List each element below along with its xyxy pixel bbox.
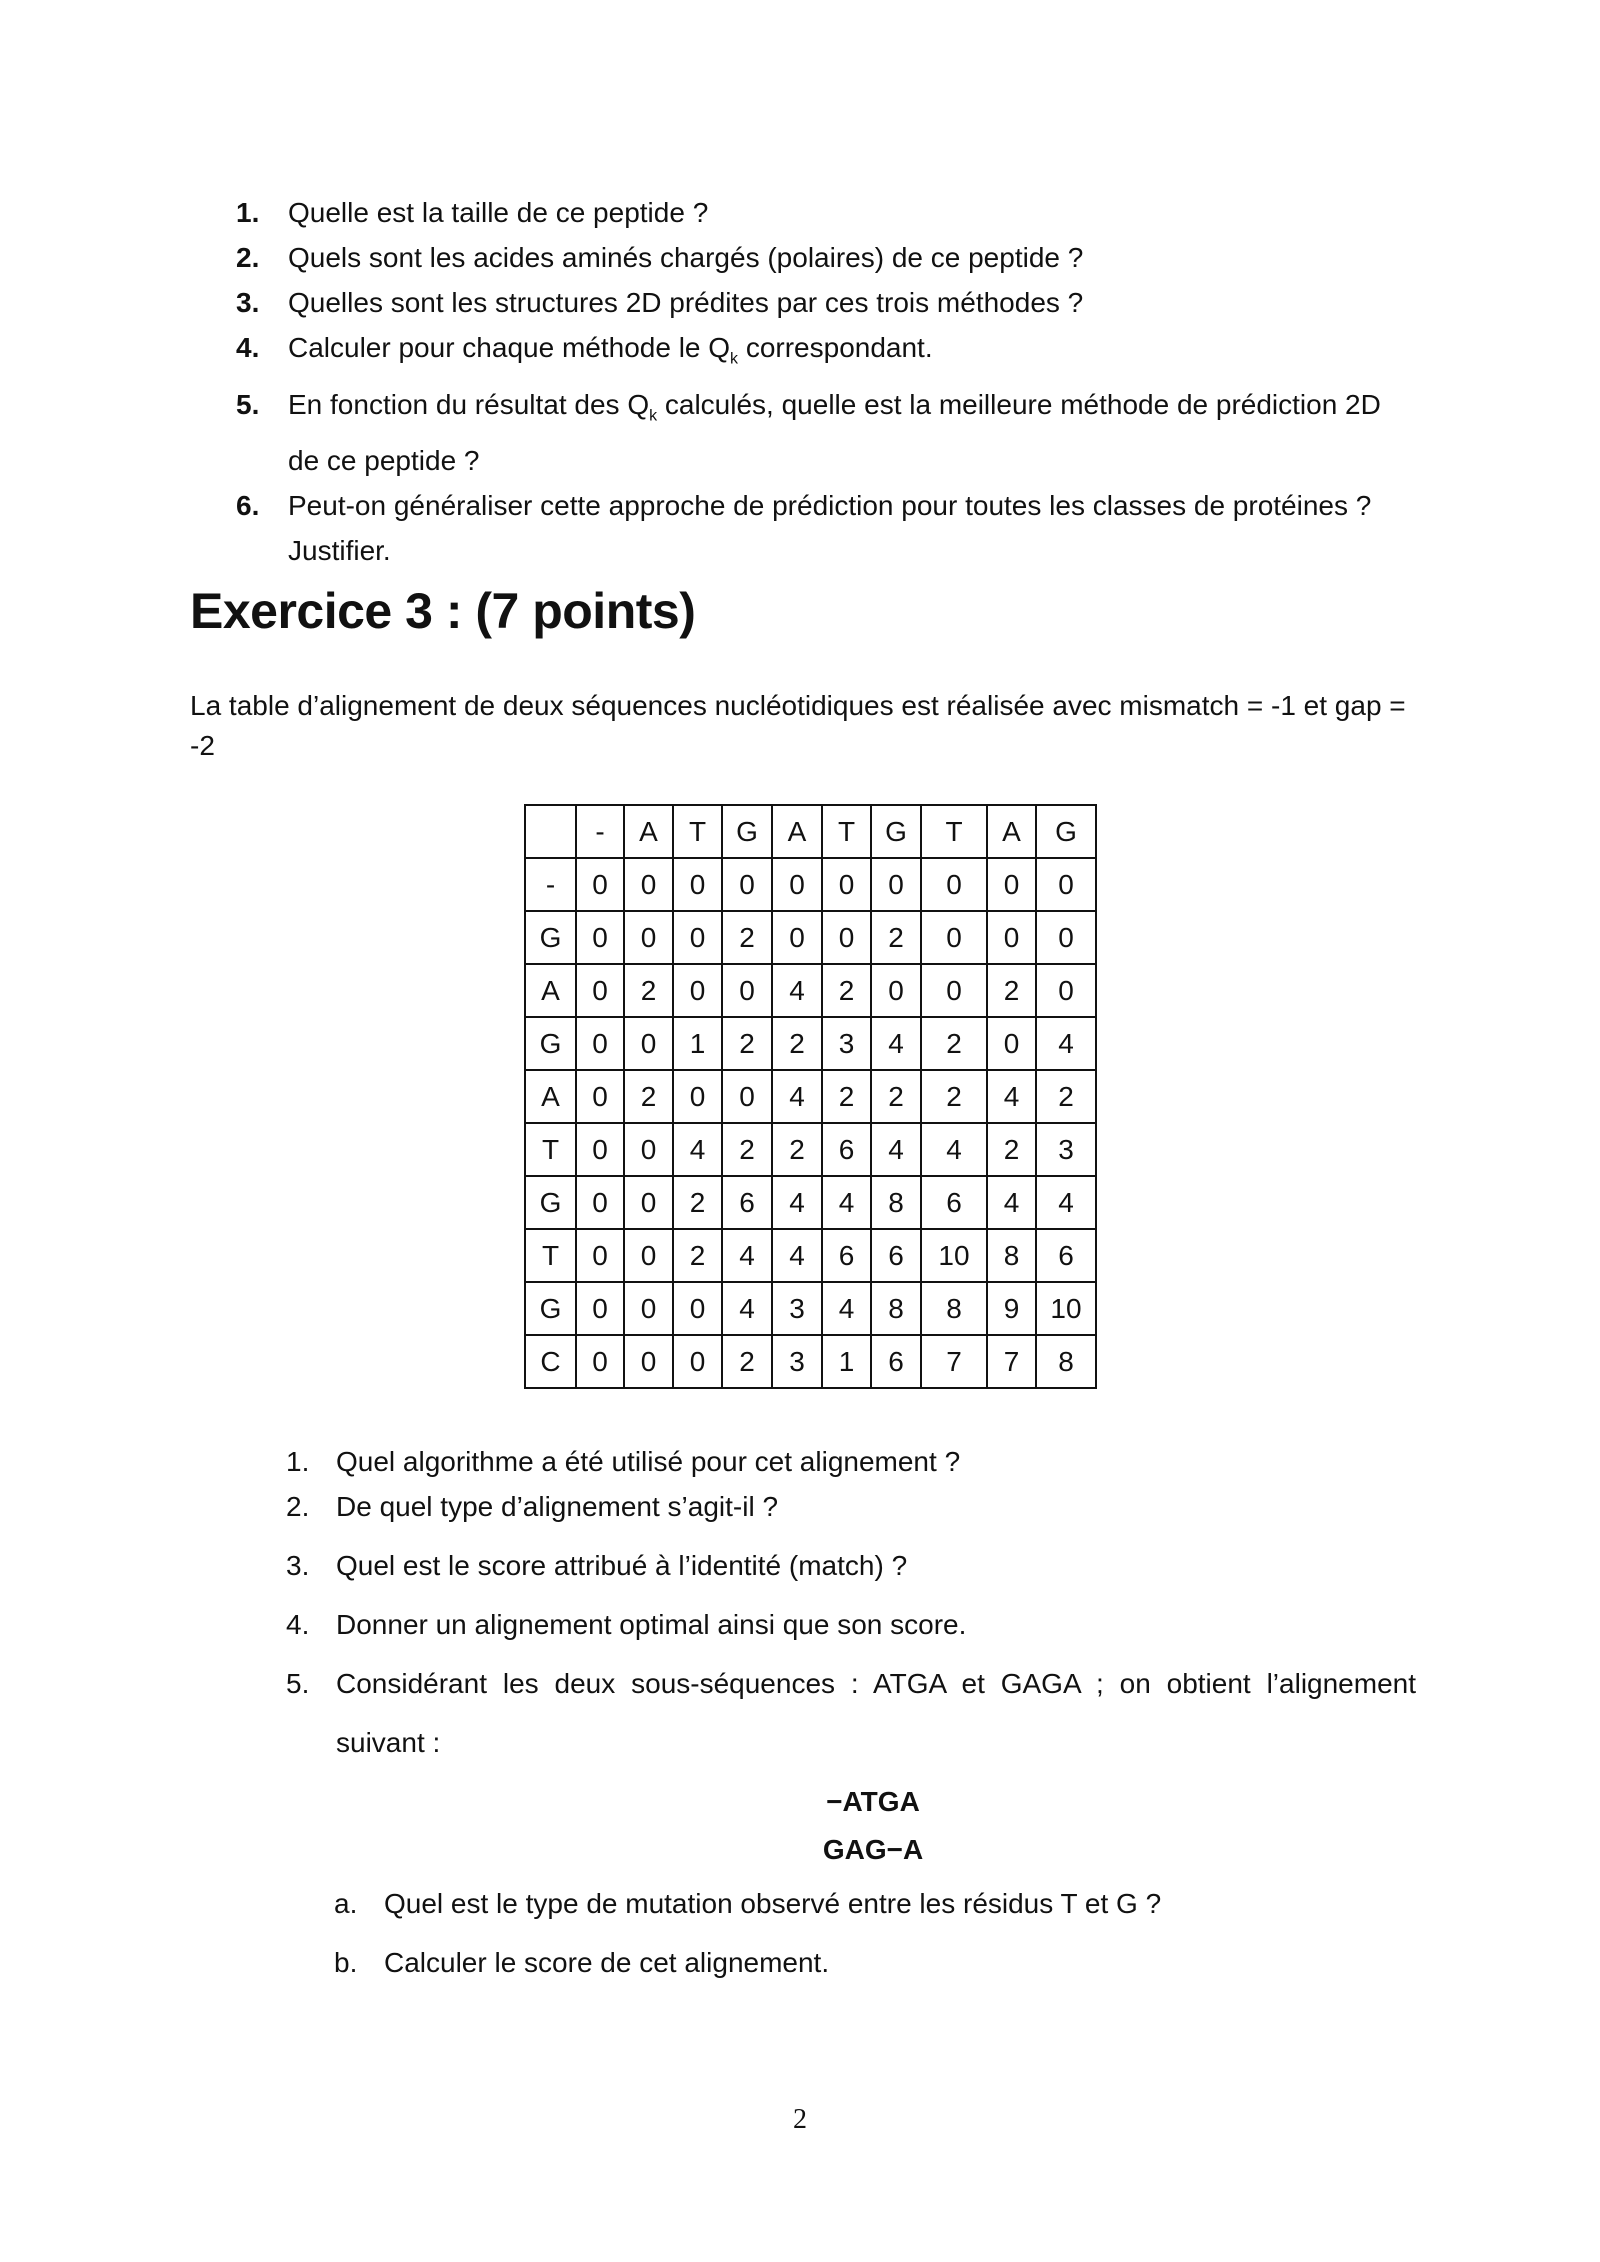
table-cell: 1 (673, 1017, 722, 1070)
header-cell: T (822, 805, 871, 858)
table-row (525, 1229, 1096, 1282)
text-fragment: En fonction du résultat des Q (288, 388, 650, 420)
table-cell: 0 (576, 964, 624, 1017)
table-cell: 2 (722, 1335, 772, 1388)
item-number: 1. (286, 1446, 310, 1477)
row-label-cell: T (525, 1123, 576, 1176)
table-cell: 4 (1036, 1017, 1096, 1070)
list-item (286, 1609, 1416, 1641)
table-cell: 4 (987, 1176, 1036, 1229)
item-text: Quelle est la taille de ce peptide ? (288, 197, 709, 228)
item-text: Quel algorithme a été utilisé pour cet alignement ? (336, 1446, 961, 1477)
table-cell: 0 (576, 1282, 624, 1335)
page-number: 2 (793, 2104, 807, 2135)
table-cell: 0 (624, 1017, 673, 1070)
row-label-cell: A (525, 1070, 576, 1123)
header-cell: G (722, 805, 772, 858)
table-cell: 0 (987, 911, 1036, 964)
text-fragment: Calculer pour chaque méthode le Q (288, 332, 731, 363)
item-text: De quel type d’alignement s’agit-il ? (336, 1491, 779, 1522)
table-cell: 8 (921, 1282, 987, 1335)
subquestion-b (334, 1947, 1414, 1979)
item-number: b. (334, 1947, 358, 1978)
row-label-cell: T (525, 1229, 576, 1282)
table-cell: 0 (624, 1229, 673, 1282)
table-cell: 0 (576, 1176, 624, 1229)
table-row (525, 858, 1096, 911)
table-cell: 10 (921, 1229, 987, 1282)
table-row (525, 1123, 1096, 1176)
table-cell: 9 (987, 1282, 1036, 1335)
alignment-text: −ATGA (826, 1786, 920, 1817)
table-cell: 0 (1036, 858, 1096, 911)
table-cell: 0 (673, 1070, 722, 1123)
row-label-cell: A (525, 964, 576, 1017)
table-cell: 2 (673, 1176, 722, 1229)
table-cell: 0 (772, 911, 822, 964)
table-cell: 2 (987, 1123, 1036, 1176)
table-cell: 2 (822, 1070, 871, 1123)
header-cell: T (921, 805, 987, 858)
table-cell: 8 (987, 1229, 1036, 1282)
item-number: 6. (236, 490, 260, 522)
table-cell: 0 (673, 911, 722, 964)
table-cell: 0 (987, 858, 1036, 911)
table-header-row (525, 805, 1096, 858)
table-cell: 6 (1036, 1229, 1096, 1282)
item-number: 1. (236, 197, 260, 228)
table-cell: 2 (871, 911, 921, 964)
table-cell: 0 (722, 1070, 772, 1123)
table-cell: 0 (722, 964, 772, 1017)
table-cell: 4 (822, 1176, 871, 1229)
table-cell: 4 (921, 1123, 987, 1176)
table-cell: 0 (624, 1176, 673, 1229)
table-cell: 3 (1036, 1123, 1096, 1176)
header-cell: T (673, 805, 722, 858)
header-cell (525, 805, 576, 858)
table-cell: 2 (871, 1070, 921, 1123)
table-cell: 8 (871, 1176, 921, 1229)
header-cell: G (1036, 805, 1096, 858)
table-row (525, 1070, 1096, 1123)
row-label-cell: C (525, 1335, 576, 1388)
list-item (286, 1550, 1416, 1582)
table-cell: 2 (772, 1017, 822, 1070)
item-text (288, 382, 1416, 484)
row-label-cell: G (525, 1176, 576, 1229)
item-text: suivant : (336, 1727, 441, 1758)
table-cell: 0 (576, 1123, 624, 1176)
item-text: Donner un alignement optimal ainsi que son score. (336, 1609, 967, 1640)
table-cell: 0 (576, 1070, 624, 1123)
table-cell: 7 (921, 1335, 987, 1388)
exercise-heading: Exercice 3 : (7 points) (190, 583, 696, 639)
item-number: 5. (286, 1668, 310, 1699)
table-cell: 4 (673, 1123, 722, 1176)
table-cell: 0 (921, 858, 987, 911)
item-text: Peut-on généraliser cette approche de prédiction pour toutes les classes de protéines ? Justifier. (288, 490, 1372, 567)
row-label-cell: G (525, 1017, 576, 1070)
list-item-continuation (286, 1727, 1416, 1759)
table-cell: 4 (871, 1017, 921, 1070)
item-number: 2. (236, 242, 260, 273)
item-text: Calculer le score de cet alignement. (384, 1947, 830, 1978)
table-cell: 4 (772, 1176, 822, 1229)
table-cell: 6 (921, 1176, 987, 1229)
table-cell: 0 (921, 911, 987, 964)
item-text (288, 325, 1416, 382)
table-cell: 4 (772, 1229, 822, 1282)
table-cell: 6 (822, 1229, 871, 1282)
item-number: 4. (236, 332, 260, 363)
table-cell: 8 (871, 1282, 921, 1335)
table-cell: 2 (921, 1070, 987, 1123)
alignment-text: GAG−A (822, 1834, 924, 1865)
list-item (286, 1491, 1416, 1523)
header-cell: - (576, 805, 624, 858)
table-cell: 0 (576, 1017, 624, 1070)
table-cell: 0 (576, 1229, 624, 1282)
table-cell: 2 (772, 1123, 822, 1176)
table-cell: 0 (822, 911, 871, 964)
table-cell: 2 (624, 964, 673, 1017)
alignment-line-2 (0, 1834, 1600, 1866)
item-number: 2. (286, 1491, 310, 1522)
alignment-table (524, 804, 1097, 1389)
header-cell: G (871, 805, 921, 858)
table-cell: 4 (722, 1229, 772, 1282)
table-cell: 0 (871, 964, 921, 1017)
item-text: Quel est le type de mutation observé entre les résidus T et G ? (384, 1888, 1162, 1919)
row-label-cell: - (525, 858, 576, 911)
table-cell: 3 (822, 1017, 871, 1070)
table-cell: 4 (772, 964, 822, 1017)
table-cell: 0 (921, 964, 987, 1017)
table-cell: 4 (772, 1070, 822, 1123)
table-cell: 4 (871, 1123, 921, 1176)
table-cell: 0 (576, 858, 624, 911)
table-cell: 0 (822, 858, 871, 911)
list-item (286, 1446, 1416, 1478)
table-cell: 3 (772, 1282, 822, 1335)
table-row (525, 911, 1096, 964)
item-text: Quels sont les acides aminés chargés (polaires) de ce peptide ? (288, 242, 1084, 273)
list-item (236, 235, 1416, 280)
table-row (525, 1335, 1096, 1388)
row-label-cell: G (525, 1282, 576, 1335)
header-cell: A (772, 805, 822, 858)
table-row (525, 964, 1096, 1017)
item-number-spacer (286, 1727, 336, 1759)
text-fragment: calculés, quelle est la meilleure méthode de prédiction 2D de ce peptide ? (288, 388, 1381, 477)
table-cell: 0 (1036, 964, 1096, 1017)
table-cell: 7 (987, 1335, 1036, 1388)
table-cell: 0 (576, 911, 624, 964)
table-cell: 3 (772, 1335, 822, 1388)
table-cell: 2 (921, 1017, 987, 1070)
table-cell: 6 (822, 1123, 871, 1176)
table-cell: 0 (673, 858, 722, 911)
subquestion-a (334, 1888, 1414, 1920)
table-cell: 4 (1036, 1176, 1096, 1229)
item-number: 3. (236, 287, 260, 318)
table-row (525, 1176, 1096, 1229)
table-cell: 0 (624, 1123, 673, 1176)
alignment-line-1 (0, 1786, 1600, 1818)
table-cell: 4 (822, 1282, 871, 1335)
table-cell: 0 (673, 1282, 722, 1335)
table-cell: 2 (624, 1070, 673, 1123)
table-cell: 4 (722, 1282, 772, 1335)
table-cell: 0 (624, 911, 673, 964)
table-cell: 2 (987, 964, 1036, 1017)
table-cell: 1 (822, 1335, 871, 1388)
table-cell: 6 (871, 1229, 921, 1282)
item-text: Quelles sont les structures 2D prédites par ces trois méthodes ? (288, 287, 1084, 318)
table-cell: 10 (1036, 1282, 1096, 1335)
table-cell: 0 (576, 1335, 624, 1388)
item-number: 5. (236, 388, 260, 420)
list-item (236, 483, 1416, 573)
table-cell: 0 (772, 858, 822, 911)
subscript: k (730, 350, 739, 368)
item-number: a. (334, 1888, 358, 1919)
table-cell: 4 (987, 1070, 1036, 1123)
question-list-top (236, 190, 1416, 573)
table-cell: 0 (624, 1335, 673, 1388)
table-cell: 0 (673, 964, 722, 1017)
item-text: Considérant les deux sous-séquences : ATGA et GAGA ; on obtient l’alignement (336, 1668, 1416, 1699)
intro-paragraph: La table d’alignement de deux séquences nucléotidiques est réalisée avec mismatch = -1 et gap = -2 (190, 690, 1406, 761)
table-row (525, 1282, 1096, 1335)
list-item (236, 325, 1416, 382)
list-item (236, 382, 1416, 484)
table-cell: 2 (673, 1229, 722, 1282)
table-cell: 2 (822, 964, 871, 1017)
table-cell: 0 (1036, 911, 1096, 964)
table-cell: 6 (722, 1176, 772, 1229)
table-cell: 2 (722, 911, 772, 964)
header-cell: A (987, 805, 1036, 858)
table-cell: 0 (624, 858, 673, 911)
header-cell: A (624, 805, 673, 858)
item-number: 3. (286, 1550, 310, 1581)
table-cell: 6 (871, 1335, 921, 1388)
row-label-cell: G (525, 911, 576, 964)
table-cell: 0 (987, 1017, 1036, 1070)
item-text: Quel est le score attribué à l’identité (match) ? (336, 1550, 908, 1581)
list-item (236, 280, 1416, 325)
table-cell: 2 (722, 1123, 772, 1176)
table-cell: 0 (871, 858, 921, 911)
table-cell: 0 (722, 858, 772, 911)
table-cell: 2 (722, 1017, 772, 1070)
text-fragment: correspondant. (738, 332, 933, 363)
item-number: 4. (286, 1609, 310, 1640)
table-cell: 0 (673, 1335, 722, 1388)
subscript: k (649, 407, 658, 425)
table-cell: 0 (624, 1282, 673, 1335)
table-cell: 2 (1036, 1070, 1096, 1123)
list-item (236, 190, 1416, 235)
table-cell: 8 (1036, 1335, 1096, 1388)
list-item (286, 1668, 1416, 1700)
table-row (525, 1017, 1096, 1070)
